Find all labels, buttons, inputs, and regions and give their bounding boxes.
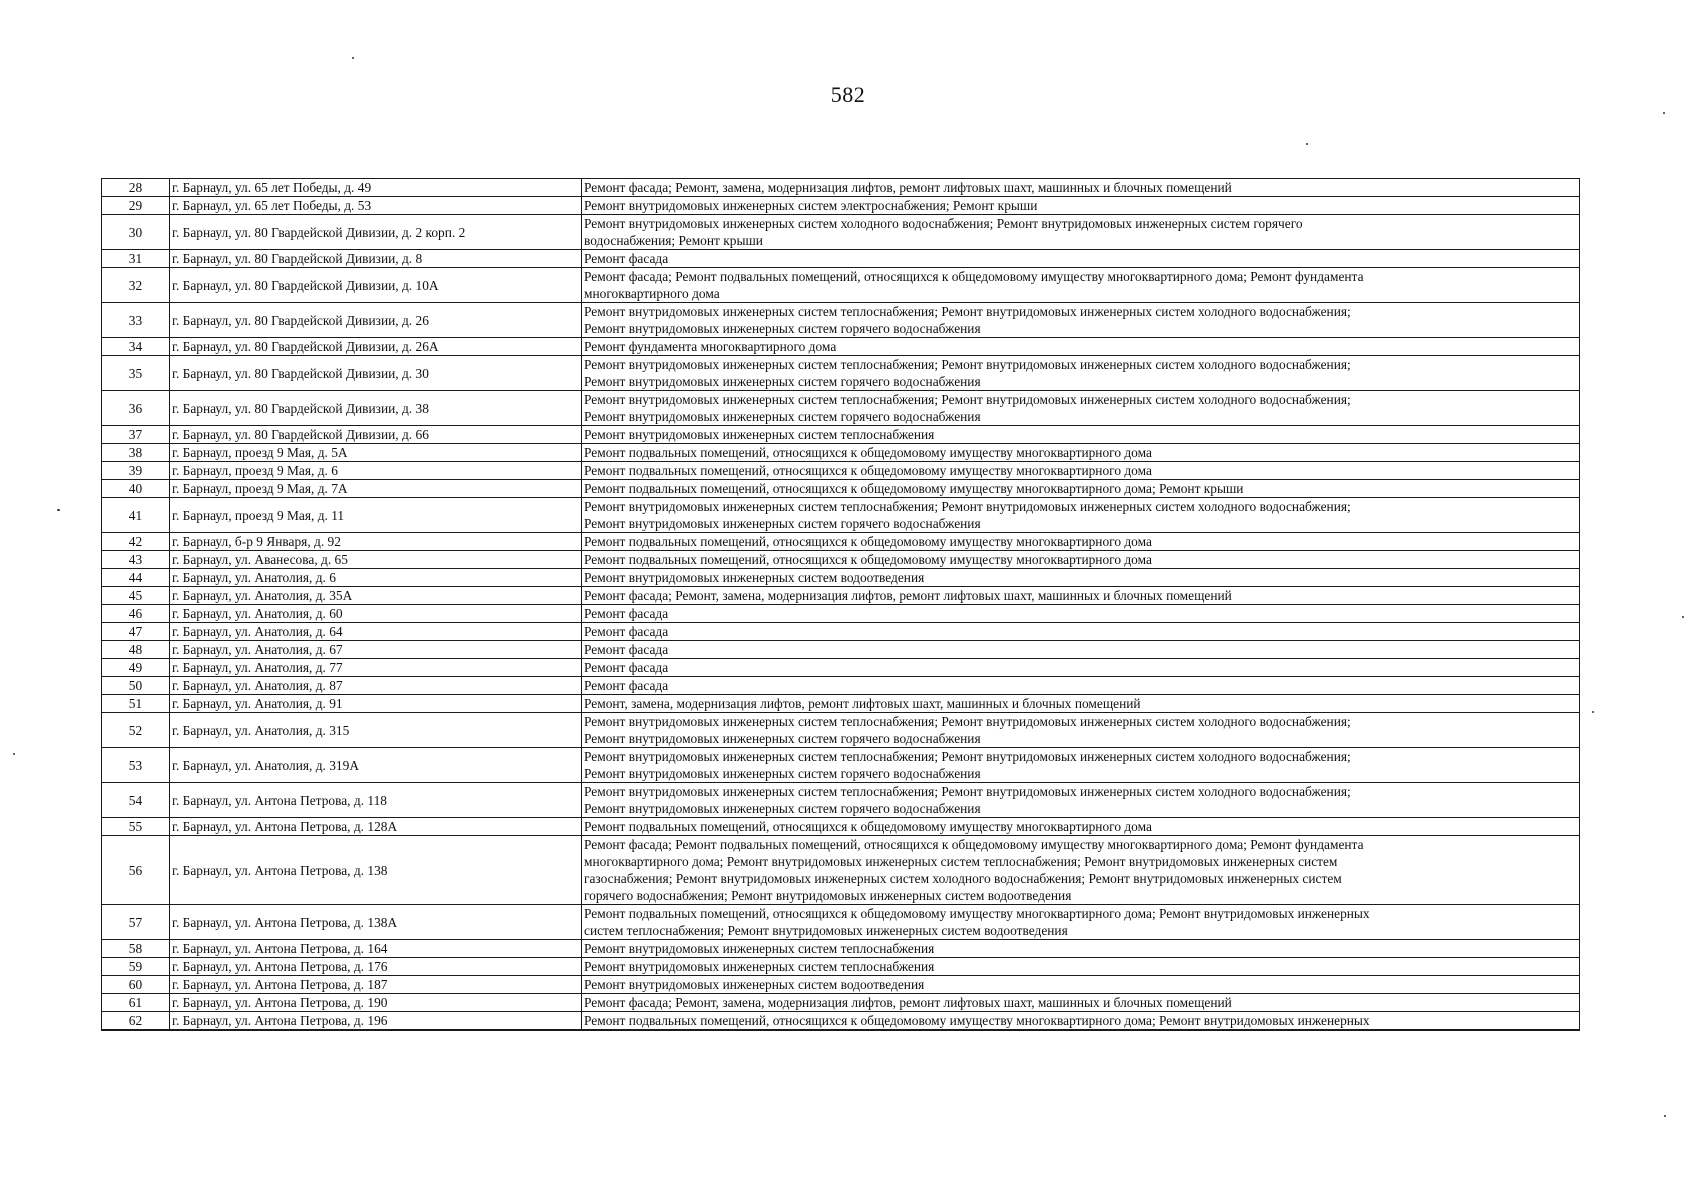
row-number: 55 xyxy=(102,818,170,836)
repair-work-cell: Ремонт фасада; Ремонт, замена, модернизация лифтов, ремонт лифтовых шахт, машинных и блочных помещений xyxy=(582,994,1580,1012)
address-cell: г. Барнаул, ул. 80 Гвардейской Дивизии, д. 26 xyxy=(170,303,582,338)
repair-work-cell: Ремонт фасада xyxy=(582,623,1580,641)
row-number: 36 xyxy=(102,391,170,426)
row-number: 42 xyxy=(102,533,170,551)
table-row xyxy=(102,356,1580,391)
table-row xyxy=(102,533,1580,551)
table-row xyxy=(102,250,1580,268)
address-cell: г. Барнаул, ул. Анатолия, д. 35А xyxy=(170,587,582,605)
row-number: 60 xyxy=(102,976,170,994)
repair-work-cell: Ремонт внутридомовых инженерных систем электроснабжения; Ремонт крыши xyxy=(582,197,1580,215)
row-number: 59 xyxy=(102,958,170,976)
table-row xyxy=(102,605,1580,623)
address-cell: г. Барнаул, ул. Анатолия, д. 67 xyxy=(170,641,582,659)
address-cell: г. Барнаул, ул. Анатолия, д. 87 xyxy=(170,677,582,695)
repair-work-cell: Ремонт подвальных помещений, относящихся к общедомовому имуществу многоквартирного дома; Ремонт крыши xyxy=(582,480,1580,498)
row-number: 50 xyxy=(102,677,170,695)
address-cell: г. Барнаул, ул. Антона Петрова, д. 176 xyxy=(170,958,582,976)
table-row xyxy=(102,480,1580,498)
row-number: 35 xyxy=(102,356,170,391)
row-number: 39 xyxy=(102,462,170,480)
row-number: 40 xyxy=(102,480,170,498)
address-cell: г. Барнаул, проезд 9 Мая, д. 7А xyxy=(170,480,582,498)
repair-work-cell: Ремонт внутридомовых инженерных систем теплоснабжения; Ремонт внутридомовых инженерных систем холодного водоснабжения; Ремонт внутридомовых инженерных систем горячего водоснабжения xyxy=(582,303,1580,338)
address-cell: г. Барнаул, ул. Анатолия, д. 315 xyxy=(170,713,582,748)
row-number: 31 xyxy=(102,250,170,268)
repair-work-cell: Ремонт подвальных помещений, относящихся к общедомовому имуществу многоквартирного дома xyxy=(582,533,1580,551)
repair-work-cell: Ремонт фасада xyxy=(582,659,1580,677)
repair-work-cell: Ремонт внутридомовых инженерных систем теплоснабжения; Ремонт внутридомовых инженерных систем холодного водоснабжения; Ремонт внутридомовых инженерных систем горячего водоснабжения xyxy=(582,391,1580,426)
row-number: 49 xyxy=(102,659,170,677)
repair-work-cell: Ремонт внутридомовых инженерных систем холодного водоснабжения; Ремонт внутридомовых инженерных систем горячего водоснабжения; Ремонт крыши xyxy=(582,215,1580,250)
address-cell: г. Барнаул, проезд 9 Мая, д. 5А xyxy=(170,444,582,462)
table-row xyxy=(102,695,1580,713)
repair-work-cell: Ремонт внутридомовых инженерных систем теплоснабжения xyxy=(582,958,1580,976)
table-row xyxy=(102,994,1580,1012)
row-number: 37 xyxy=(102,426,170,444)
row-number: 54 xyxy=(102,783,170,818)
address-cell: г. Барнаул, ул. Анатолия, д. 64 xyxy=(170,623,582,641)
repair-work-cell: Ремонт внутридомовых инженерных систем теплоснабжения xyxy=(582,426,1580,444)
row-number: 30 xyxy=(102,215,170,250)
table-row xyxy=(102,976,1580,994)
address-cell: г. Барнаул, ул. Антона Петрова, д. 138А xyxy=(170,905,582,940)
address-cell: г. Барнаул, ул. Антона Петрова, д. 128А xyxy=(170,818,582,836)
repair-work-cell: Ремонт фасада; Ремонт подвальных помещений, относящихся к общедомовому имуществу многоквартирного дома; Ремонт фундамента многоквартирного дома xyxy=(582,268,1580,303)
repair-work-cell: Ремонт фасада xyxy=(582,605,1580,623)
table-row xyxy=(102,659,1580,677)
row-number: 46 xyxy=(102,605,170,623)
table-row xyxy=(102,783,1580,818)
address-cell: г. Барнаул, б-р 9 Января, д. 92 xyxy=(170,533,582,551)
address-cell: г. Барнаул, ул. 80 Гвардейской Дивизии, д. 10А xyxy=(170,268,582,303)
row-number: 32 xyxy=(102,268,170,303)
table-row xyxy=(102,444,1580,462)
table-row xyxy=(102,215,1580,250)
table-row xyxy=(102,303,1580,338)
address-cell: г. Барнаул, ул. Антона Петрова, д. 196 xyxy=(170,1012,582,1031)
address-cell: г. Барнаул, ул. 80 Гвардейской Дивизии, д. 26А xyxy=(170,338,582,356)
address-cell: г. Барнаул, ул. Антона Петрова, д. 187 xyxy=(170,976,582,994)
table-row xyxy=(102,1012,1580,1031)
repair-work-cell: Ремонт фасада xyxy=(582,250,1580,268)
repair-work-cell: Ремонт внутридомовых инженерных систем водоотведения xyxy=(582,569,1580,587)
table-row xyxy=(102,641,1580,659)
repair-work-cell: Ремонт подвальных помещений, относящихся к общедомовому имуществу многоквартирного дома; Ремонт внутридомовых инженерных xyxy=(582,1012,1580,1031)
row-number: 57 xyxy=(102,905,170,940)
row-number: 58 xyxy=(102,940,170,958)
address-cell: г. Барнаул, ул. Антона Петрова, д. 164 xyxy=(170,940,582,958)
table-row xyxy=(102,179,1580,197)
row-number: 62 xyxy=(102,1012,170,1031)
scan-speck xyxy=(1306,143,1308,145)
repair-work-cell: Ремонт внутридомовых инженерных систем теплоснабжения xyxy=(582,940,1580,958)
row-number: 56 xyxy=(102,836,170,905)
repair-work-cell: Ремонт, замена, модернизация лифтов, ремонт лифтовых шахт, машинных и блочных помещений xyxy=(582,695,1580,713)
table-row xyxy=(102,551,1580,569)
table-row xyxy=(102,197,1580,215)
repair-work-cell: Ремонт внутридомовых инженерных систем теплоснабжения; Ремонт внутридомовых инженерных систем холодного водоснабжения; Ремонт внутридомовых инженерных систем горячего водоснабжения xyxy=(582,498,1580,533)
row-number: 52 xyxy=(102,713,170,748)
address-cell: г. Барнаул, ул. 65 лет Победы, д. 53 xyxy=(170,197,582,215)
address-cell: г. Барнаул, ул. Анатолия, д. 6 xyxy=(170,569,582,587)
scan-speck xyxy=(57,509,60,511)
table-row xyxy=(102,940,1580,958)
table-row xyxy=(102,587,1580,605)
address-cell: г. Барнаул, ул. Антона Петрова, д. 190 xyxy=(170,994,582,1012)
table-row xyxy=(102,623,1580,641)
repair-register-body xyxy=(102,179,1580,1031)
row-number: 29 xyxy=(102,197,170,215)
scan-speck xyxy=(13,753,15,755)
repair-work-cell: Ремонт внутридомовых инженерных систем теплоснабжения; Ремонт внутридомовых инженерных систем холодного водоснабжения; Ремонт внутридомовых инженерных систем горячего водоснабжения xyxy=(582,713,1580,748)
address-cell: г. Барнаул, ул. 80 Гвардейской Дивизии, д. 2 корп. 2 xyxy=(170,215,582,250)
address-cell: г. Барнаул, ул. Анатолия, д. 77 xyxy=(170,659,582,677)
row-number: 43 xyxy=(102,551,170,569)
address-cell: г. Барнаул, ул. Антона Петрова, д. 118 xyxy=(170,783,582,818)
row-number: 53 xyxy=(102,748,170,783)
scan-speck xyxy=(1592,711,1594,713)
table-row xyxy=(102,905,1580,940)
address-cell: г. Барнаул, ул. Аванесова, д. 65 xyxy=(170,551,582,569)
row-number: 34 xyxy=(102,338,170,356)
repair-register-table xyxy=(101,178,1580,1031)
repair-work-cell: Ремонт фасада xyxy=(582,677,1580,695)
repair-work-cell: Ремонт фасада; Ремонт подвальных помещений, относящихся к общедомовому имуществу многоквартирного дома; Ремонт фундамента многоквартирного дома; Ремонт внутридомовых инженерных систем теплоснабжения; Ремонт внутридомовых инженерных систем газоснабжения; Ремонт внутридомовых инженерных систем холодного водоснабжения; Ремонт внутридомовых инженерных систем горячего водоснабжения; Ремонт внутридомовых инженерных систем водоотведения xyxy=(582,836,1580,905)
repair-work-cell: Ремонт подвальных помещений, относящихся к общедомовому имуществу многоквартирного дома xyxy=(582,444,1580,462)
address-cell: г. Барнаул, ул. 80 Гвардейской Дивизии, д. 30 xyxy=(170,356,582,391)
repair-work-cell: Ремонт подвальных помещений, относящихся к общедомовому имуществу многоквартирного дома xyxy=(582,462,1580,480)
repair-work-cell: Ремонт фундамента многоквартирного дома xyxy=(582,338,1580,356)
repair-work-cell: Ремонт подвальных помещений, относящихся к общедомовому имуществу многоквартирного дома; Ремонт внутридомовых инженерных систем теплоснабжения; Ремонт внутридомовых инженерных систем водоотведения xyxy=(582,905,1580,940)
scan-speck xyxy=(1663,112,1665,114)
row-number: 33 xyxy=(102,303,170,338)
table-row xyxy=(102,498,1580,533)
repair-work-cell: Ремонт внутридомовых инженерных систем теплоснабжения; Ремонт внутридомовых инженерных систем холодного водоснабжения; Ремонт внутридомовых инженерных систем горячего водоснабжения xyxy=(582,356,1580,391)
row-number: 45 xyxy=(102,587,170,605)
table-row xyxy=(102,338,1580,356)
table-row xyxy=(102,677,1580,695)
address-cell: г. Барнаул, ул. Анатолия, д. 91 xyxy=(170,695,582,713)
repair-work-cell: Ремонт фасада; Ремонт, замена, модернизация лифтов, ремонт лифтовых шахт, машинных и блочных помещений xyxy=(582,587,1580,605)
address-cell: г. Барнаул, ул. 80 Гвардейской Дивизии, д. 66 xyxy=(170,426,582,444)
repair-work-cell: Ремонт внутридомовых инженерных систем водоотведения xyxy=(582,976,1580,994)
address-cell: г. Барнаул, проезд 9 Мая, д. 6 xyxy=(170,462,582,480)
table-row xyxy=(102,748,1580,783)
table-row xyxy=(102,426,1580,444)
table-row xyxy=(102,569,1580,587)
scan-speck xyxy=(1682,616,1684,618)
scan-speck xyxy=(352,57,354,59)
row-number: 47 xyxy=(102,623,170,641)
address-cell: г. Барнаул, ул. 80 Гвардейской Дивизии, д. 38 xyxy=(170,391,582,426)
repair-work-cell: Ремонт фасада; Ремонт, замена, модернизация лифтов, ремонт лифтовых шахт, машинных и блочных помещений xyxy=(582,179,1580,197)
address-cell: г. Барнаул, ул. Антона Петрова, д. 138 xyxy=(170,836,582,905)
table-row xyxy=(102,958,1580,976)
table-row xyxy=(102,818,1580,836)
table-row xyxy=(102,268,1580,303)
row-number: 28 xyxy=(102,179,170,197)
row-number: 44 xyxy=(102,569,170,587)
address-cell: г. Барнаул, ул. 80 Гвардейской Дивизии, д. 8 xyxy=(170,250,582,268)
row-number: 38 xyxy=(102,444,170,462)
row-number: 51 xyxy=(102,695,170,713)
address-cell: г. Барнаул, ул. Анатолия, д. 60 xyxy=(170,605,582,623)
address-cell: г. Барнаул, ул. 65 лет Победы, д. 49 xyxy=(170,179,582,197)
table-row xyxy=(102,462,1580,480)
table-row xyxy=(102,713,1580,748)
row-number: 48 xyxy=(102,641,170,659)
page-number: 582 xyxy=(830,82,866,107)
repair-work-cell: Ремонт подвальных помещений, относящихся к общедомовому имуществу многоквартирного дома xyxy=(582,818,1580,836)
address-cell: г. Барнаул, ул. Анатолия, д. 319А xyxy=(170,748,582,783)
table-row xyxy=(102,391,1580,426)
repair-work-cell: Ремонт внутридомовых инженерных систем теплоснабжения; Ремонт внутридомовых инженерных систем холодного водоснабжения; Ремонт внутридомовых инженерных систем горячего водоснабжения xyxy=(582,783,1580,818)
repair-work-cell: Ремонт подвальных помещений, относящихся к общедомовому имуществу многоквартирного дома xyxy=(582,551,1580,569)
row-number: 61 xyxy=(102,994,170,1012)
address-cell: г. Барнаул, проезд 9 Мая, д. 11 xyxy=(170,498,582,533)
repair-work-cell: Ремонт внутридомовых инженерных систем теплоснабжения; Ремонт внутридомовых инженерных систем холодного водоснабжения; Ремонт внутридомовых инженерных систем горячего водоснабжения xyxy=(582,748,1580,783)
row-number: 41 xyxy=(102,498,170,533)
scan-speck xyxy=(1664,1115,1666,1117)
repair-work-cell: Ремонт фасада xyxy=(582,641,1580,659)
table-row xyxy=(102,836,1580,905)
